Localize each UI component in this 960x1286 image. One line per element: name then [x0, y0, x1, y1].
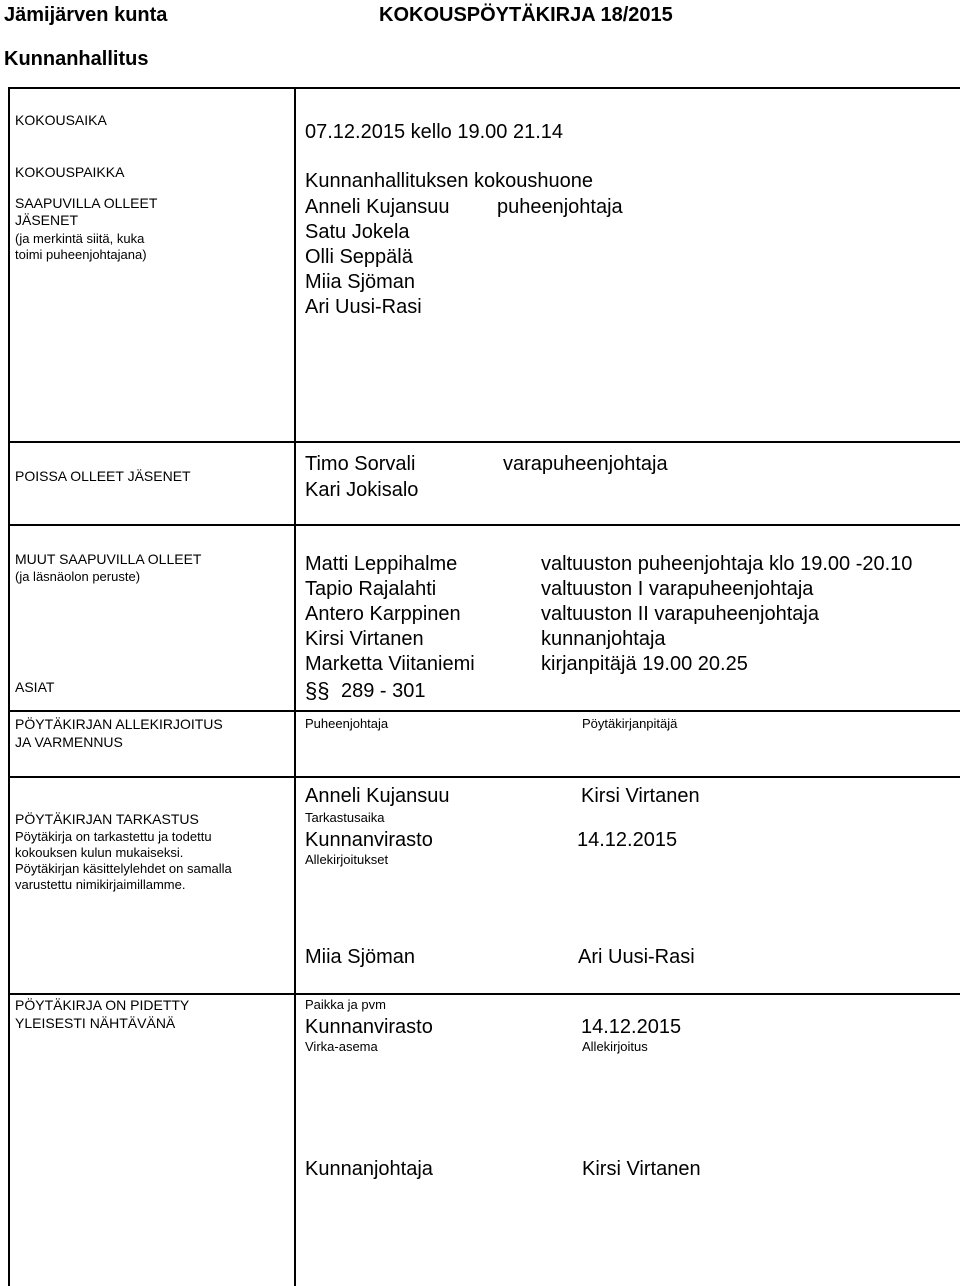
public-display-label: YLEISESTI NÄHTÄVÄNÄ	[15, 1015, 176, 1031]
row-divider	[8, 524, 960, 526]
attendee-role: valtuuston I varapuheenjohtaja	[541, 578, 814, 600]
present-members-label: JÄSENET	[15, 212, 79, 228]
attendee-role: valtuuston puheenjohtaja klo 19.00 -20.10	[541, 553, 913, 575]
row-divider	[8, 441, 960, 443]
review-signatures-label: Allekirjoitukset	[305, 852, 389, 867]
office-label: Virka-asema	[305, 1039, 378, 1054]
meeting-time-value: 07.12.2015 kello 19.00 21.14	[305, 121, 563, 143]
member-name: Timo Sorvali	[305, 453, 416, 475]
member-name: Olli Seppälä	[305, 246, 413, 268]
org-name: Jämijärven kunta	[4, 4, 168, 26]
row-divider	[8, 710, 960, 712]
attendee-name: Antero Karppinen	[305, 603, 461, 625]
present-members-note: (ja merkintä siitä, kuka	[15, 231, 145, 246]
table-top-border	[8, 87, 960, 89]
member-name: Kari Jokisalo	[305, 479, 419, 501]
meeting-place-label: KOKOUSPAIKKA	[15, 164, 125, 180]
member-name: Miia Sjöman	[305, 271, 416, 293]
review-description: kokouksen kulun mukaiseksi.	[15, 845, 184, 860]
secretary-label: Pöytäkirjanpitäjä	[582, 716, 678, 731]
table-left-border	[8, 87, 10, 1286]
review-description: varustettu nimikirjaimillamme.	[15, 877, 186, 892]
reviewer-name: Miia Sjöman	[305, 946, 416, 968]
display-place-label: Paikka ja pvm	[305, 997, 386, 1012]
meeting-place-value: Kunnanhallituksen kokoushuone	[305, 170, 593, 192]
attendee-name: Marketta Viitaniemi	[305, 653, 475, 675]
review-description: Pöytäkirja on tarkastettu ja todettu	[15, 829, 212, 844]
section-sign-icon: §§	[305, 678, 330, 703]
present-members-label: SAAPUVILLA OLLEET	[15, 195, 158, 211]
chair-name: Anneli Kujansuu	[305, 785, 450, 807]
chair-label: Puheenjohtaja	[305, 716, 389, 731]
office-title: Kunnanjohtaja	[305, 1158, 433, 1180]
member-name: Ari Uusi-Rasi	[305, 296, 422, 318]
review-place: Kunnanvirasto	[305, 829, 433, 851]
member-name: Satu Jokela	[305, 221, 410, 243]
review-time-label: Tarkastusaika	[305, 810, 385, 825]
signature-label: JA VARMENNUS	[15, 734, 123, 750]
other-attendees-label: MUUT SAAPUVILLA OLLEET	[15, 551, 202, 567]
attendee-name: Matti Leppihalme	[305, 553, 458, 575]
attendee-role: kunnanjohtaja	[541, 628, 666, 650]
meeting-time-label: KOKOUSAIKA	[15, 112, 107, 128]
member-role: puheenjohtaja	[497, 196, 623, 218]
present-members-note: toimi puheenjohtajana)	[15, 247, 147, 262]
signature-label: PÖYTÄKIRJAN ALLEKIRJOITUS	[15, 716, 223, 732]
display-place: Kunnanvirasto	[305, 1016, 433, 1038]
body-name: Kunnanhallitus	[4, 48, 149, 70]
review-description: Pöytäkirjan käsittelylehdet on samalla	[15, 861, 232, 876]
attendee-role: kirjanpitäjä 19.00 20.25	[541, 653, 748, 675]
table-column-divider	[294, 87, 296, 1286]
document-title: KOKOUSPÖYTÄKIRJA 18/2015	[379, 4, 673, 26]
absent-members-label: POISSA OLLEET JÄSENET	[15, 468, 191, 484]
other-attendees-note: (ja läsnäolon peruste)	[15, 569, 141, 584]
signature-field-label: Allekirjoitus	[582, 1039, 648, 1054]
row-divider	[8, 993, 960, 995]
reviewer-name: Ari Uusi-Rasi	[578, 946, 695, 968]
attendee-name: Tapio Rajalahti	[305, 578, 437, 600]
secretary-name: Kirsi Virtanen	[581, 785, 700, 807]
member-role: varapuheenjohtaja	[503, 453, 668, 475]
display-signer-name: Kirsi Virtanen	[582, 1158, 701, 1180]
public-display-label: PÖYTÄKIRJA ON PIDETTY	[15, 997, 190, 1013]
review-label: PÖYTÄKIRJAN TARKASTUS	[15, 811, 199, 827]
display-date: 14.12.2015	[581, 1016, 682, 1038]
attendee-role: valtuuston II varapuheenjohtaja	[541, 603, 819, 625]
agenda-items-label: ASIAT	[15, 679, 55, 695]
agenda-items-range: 289 - 301	[341, 680, 426, 702]
attendee-name: Kirsi Virtanen	[305, 628, 424, 650]
member-name: Anneli Kujansuu	[305, 196, 450, 218]
row-divider	[8, 776, 960, 778]
review-date: 14.12.2015	[577, 829, 678, 851]
